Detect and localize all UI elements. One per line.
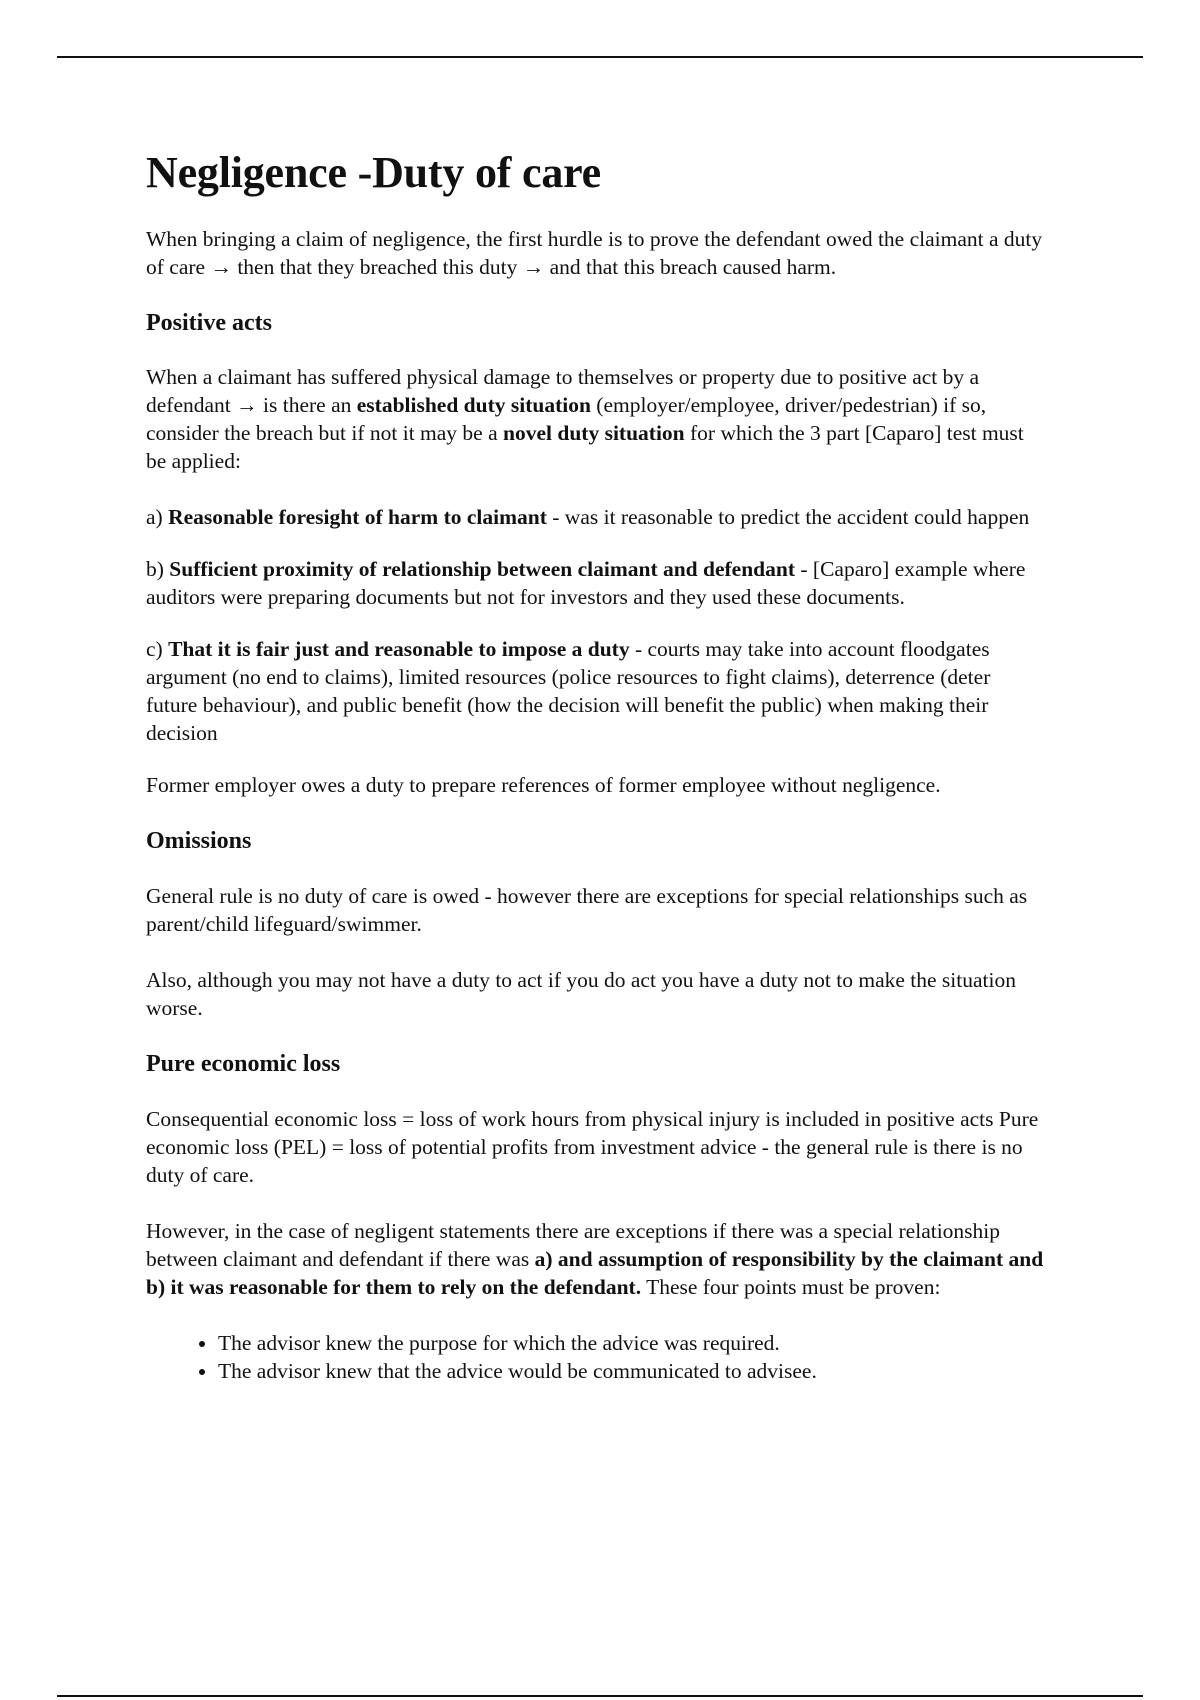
part-prefix: b) <box>146 557 170 582</box>
part-c-text: - courts may take into account floodgates argument (no end to claims), limited resources (police resources to fight claims), deterrence (deter future behaviour), and public benefit (how the decision will benefit the public) when making their decision <box>146 637 991 746</box>
pel-paragraph-1: Consequential economic loss = loss of work hours from physical injury is included in positive acts Pure economic loss (PEL) = loss of potential profits from investment advice - the general rule is there is no duty of care. <box>146 1106 1039 1187</box>
document-body <box>146 148 1046 1385</box>
text-run: (employer/employee, driver/pedestrian) if so, consider the breach but if not it may be a <box>146 393 987 446</box>
positive-acts-paragraph <box>146 363 1046 475</box>
omissions-paragraph-2: Also, although you may not have a duty to act if you do act you have a duty not to make the situation worse. <box>146 968 1016 1021</box>
intro-paragraph: When bringing a claim of negligence, the first hurdle is to prove the defendant owed the claimant a duty of care → then that they breached this duty → and that this breach caused harm. <box>146 226 1043 279</box>
caparo-part-b <box>146 555 1046 611</box>
part-prefix: c) <box>146 637 169 662</box>
part-b-text: - [Caparo] example where auditors were preparing documents but not for investors and they used these documents. <box>146 557 1026 610</box>
text-run: These four points must be proven: <box>641 1274 941 1299</box>
part-b-title: Sufficient proximity of relationship between claimant and defendant <box>169 557 796 582</box>
part-prefix: a) <box>146 505 169 530</box>
bold-term-novel-duty: novel duty situation <box>503 421 685 446</box>
caparo-part-a <box>146 503 1046 531</box>
page-title: Negligence -Duty of care <box>146 148 602 197</box>
bottom-rule <box>57 1695 1143 1697</box>
heading-omissions: Omissions <box>146 828 252 855</box>
text-run: When a claimant has suffered physical damage to themselves or property due to positive act by a defendant → is there an <box>146 365 980 418</box>
bold-requirements: a) and assumption of responsibility by the claimant and b) it was reasonable for them to rely on the defendant. <box>146 1246 1044 1299</box>
list-item: • The advisor knew the purpose for which the advice was required. <box>218 1329 1046 1357</box>
caparo-part-c <box>146 635 1046 747</box>
part-a-text: - was it reasonable to predict the accident could happen <box>546 505 1030 530</box>
omissions-paragraph-1: General rule is no duty of care is owed - however there are exceptions for special relationships such as parent/child lifeguard/swimmer. <box>146 884 1028 937</box>
list-item: • The advisor knew that the advice would be communicated to advisee. <box>218 1357 1046 1385</box>
pel-paragraph-2 <box>146 1217 1046 1301</box>
heading-positive-acts: Positive acts <box>146 309 272 336</box>
bold-term-established-duty: established duty situation <box>356 393 591 418</box>
part-c-title: That it is fair just and reasonable to impose a duty <box>168 637 630 662</box>
former-employer-paragraph: Former employer owes a duty to prepare references of former employee without negligence. <box>146 773 941 798</box>
heading-pure-economic-loss: Pure economic loss <box>146 1051 341 1078</box>
top-rule <box>57 56 1143 58</box>
text-run: for which the 3 part [Caparo] test must be applied: <box>146 421 1024 474</box>
part-a-title: Reasonable foresight of harm to claimant <box>168 505 547 530</box>
text-run: However, in the case of negligent statements there are exceptions if there was a special relationship between claimant and defendant if there was <box>146 1218 1001 1271</box>
advisor-points-list <box>146 1329 1046 1385</box>
